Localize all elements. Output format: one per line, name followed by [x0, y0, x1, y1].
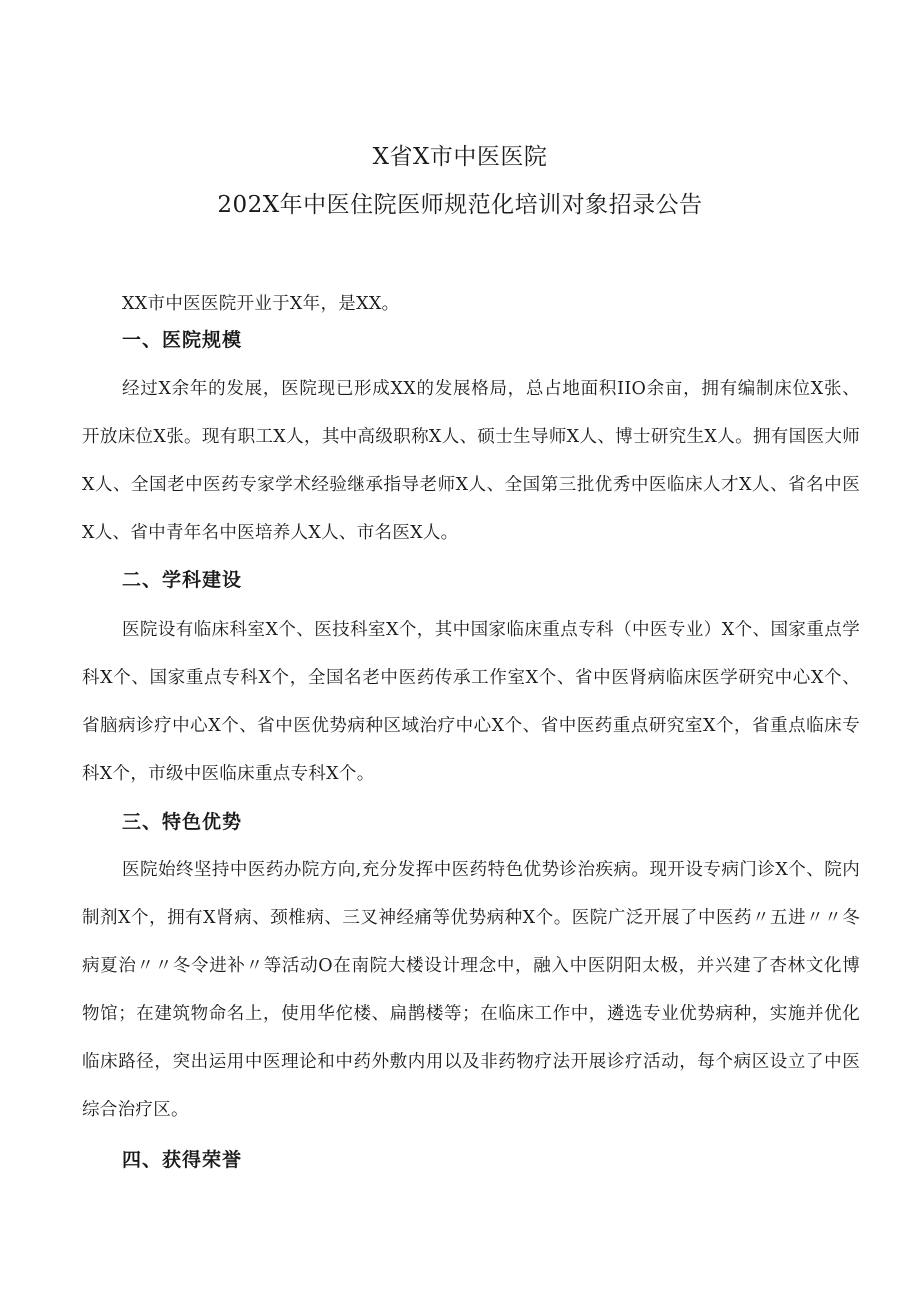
- document-title-line1: X省X市中医医院: [372, 144, 548, 170]
- intro-paragraph: XX市中医医院开业于X年，是XX。: [122, 294, 400, 314]
- section-heading-honors: 四、获得荣誉: [122, 1149, 243, 1171]
- section-body-disciplines: 医院设有临床科室X个、医技科室X个，其中国家临床重点专科（中医专业）X个、国家重点学科X个、国家重点专科X个，全国名老中医药传承工作室X个、省中医肾病临床医学研究中心X个、省脑病诊疗中心X个、省中医优势病种区域治疗中心X个、省中医药重点研究室X个，省重点临床专科X个，市级中医临床重点专科X个。: [82, 620, 860, 784]
- document-title-line2: 202X年中医住院医师规范化培训对象招录公告: [217, 192, 703, 218]
- section-body-advantages: 医院始终坚持中医药办院方向,充分发挥中医药特色优势诊治疾病。现开设专病门诊X个、院内制剂X个，拥有X肾病、颈椎病、三叉神经痛等优势病种X个。医院广泛开展了中医药〃五进〃〃冬病夏治〃〃冬令进补〃等活动O在南院大楼设计理念中，融入中医阴阳太极，并兴建了杏林文化博物馆；在建筑物命名上，使用华佗楼、扁鹊楼等；在临床工作中，遴选专业优势病种，实施并优化临床路径，突出运用中医理论和中药外敷内用以及非药物疗法开展诊疗活动，每个病区设立了中医综合治疗区。: [82, 860, 860, 1120]
- section-heading-advantages: 三、特色优势: [122, 811, 243, 833]
- section-body-scale: 经过X余年的发展，医院现已形成XX的发展格局，总占地面积IIO余亩，拥有编制床位X张、开放床位X张。现有职工X人，其中高级职称X人、硕士生导师X人、博士研究生X人。拥有国医大师X人、全国老中医药专家学术经验继承指导老师X人、全国第三批优秀中医临床人才X人、省名中医X人、省中青年名中医培养人X人、市名医X人。: [82, 379, 860, 543]
- section-heading-scale: 一、医院规模: [122, 329, 243, 351]
- section-heading-disciplines: 二、学科建设: [122, 569, 243, 591]
